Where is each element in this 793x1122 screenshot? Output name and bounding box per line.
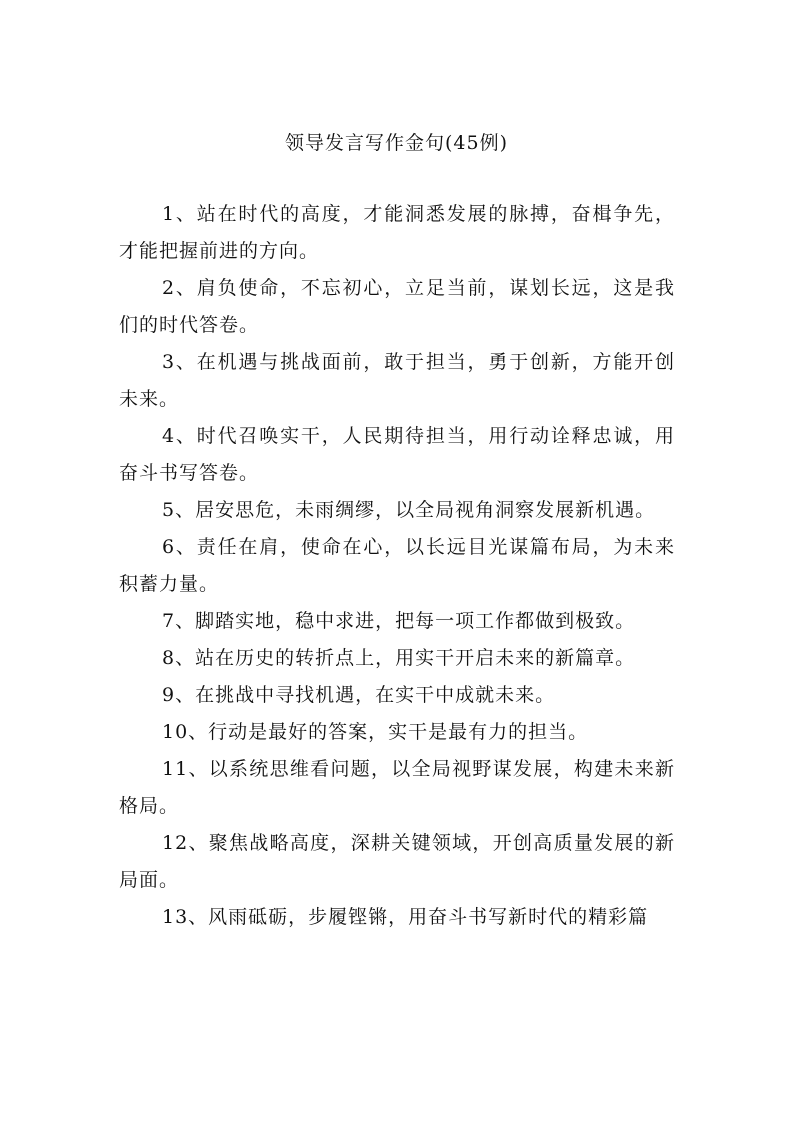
paragraph: 4、时代召唤实干，人民期待担当，用行动诠释忠诚，用奋斗书写答卷。 — [119, 425, 675, 484]
paragraph: 11、以系统思维看问题，以全局视野谋发展，构建未来新格局。 — [119, 758, 675, 817]
paragraph: 8、站在历史的转折点上，用实干开启未来的新篇章。 — [162, 647, 636, 669]
paragraph: 9、在挑战中寻找机遇，在实干中成就未来。 — [162, 684, 556, 706]
paragraph: 5、居安思危，未雨绸缪，以全局视角洞察发展新机遇。 — [162, 499, 656, 521]
document-title: 领导发言写作金句(45例) — [284, 132, 508, 154]
paragraph: 12、聚焦战略高度，深耕关键领域，开创高质量发展的新局面。 — [119, 832, 675, 891]
paragraph: 2、肩负使命，不忘初心，立足当前，谋划长远，这是我们的时代答卷。 — [119, 277, 675, 336]
paragraph: 7、脚踏实地，稳中求进，把每一项工作都做到极致。 — [162, 610, 636, 632]
paragraph: 10、行动是最好的答案，实干是最有力的担当。 — [162, 721, 589, 743]
paragraph: 6、责任在肩，使命在心，以长远目光谋篇布局，为未来积蓄力量。 — [119, 536, 675, 595]
paragraph: 13、风雨砥砺，步履铿锵，用奋斗书写新时代的精彩篇 — [162, 906, 649, 928]
document-body — [119, 196, 675, 936]
paragraph: 3、在机遇与挑战面前，敢于担当，勇于创新，方能开创未来。 — [119, 351, 675, 410]
paragraph: 1、站在时代的高度，才能洞悉发展的脉搏，奋楫争先，才能把握前进的方向。 — [119, 203, 675, 262]
